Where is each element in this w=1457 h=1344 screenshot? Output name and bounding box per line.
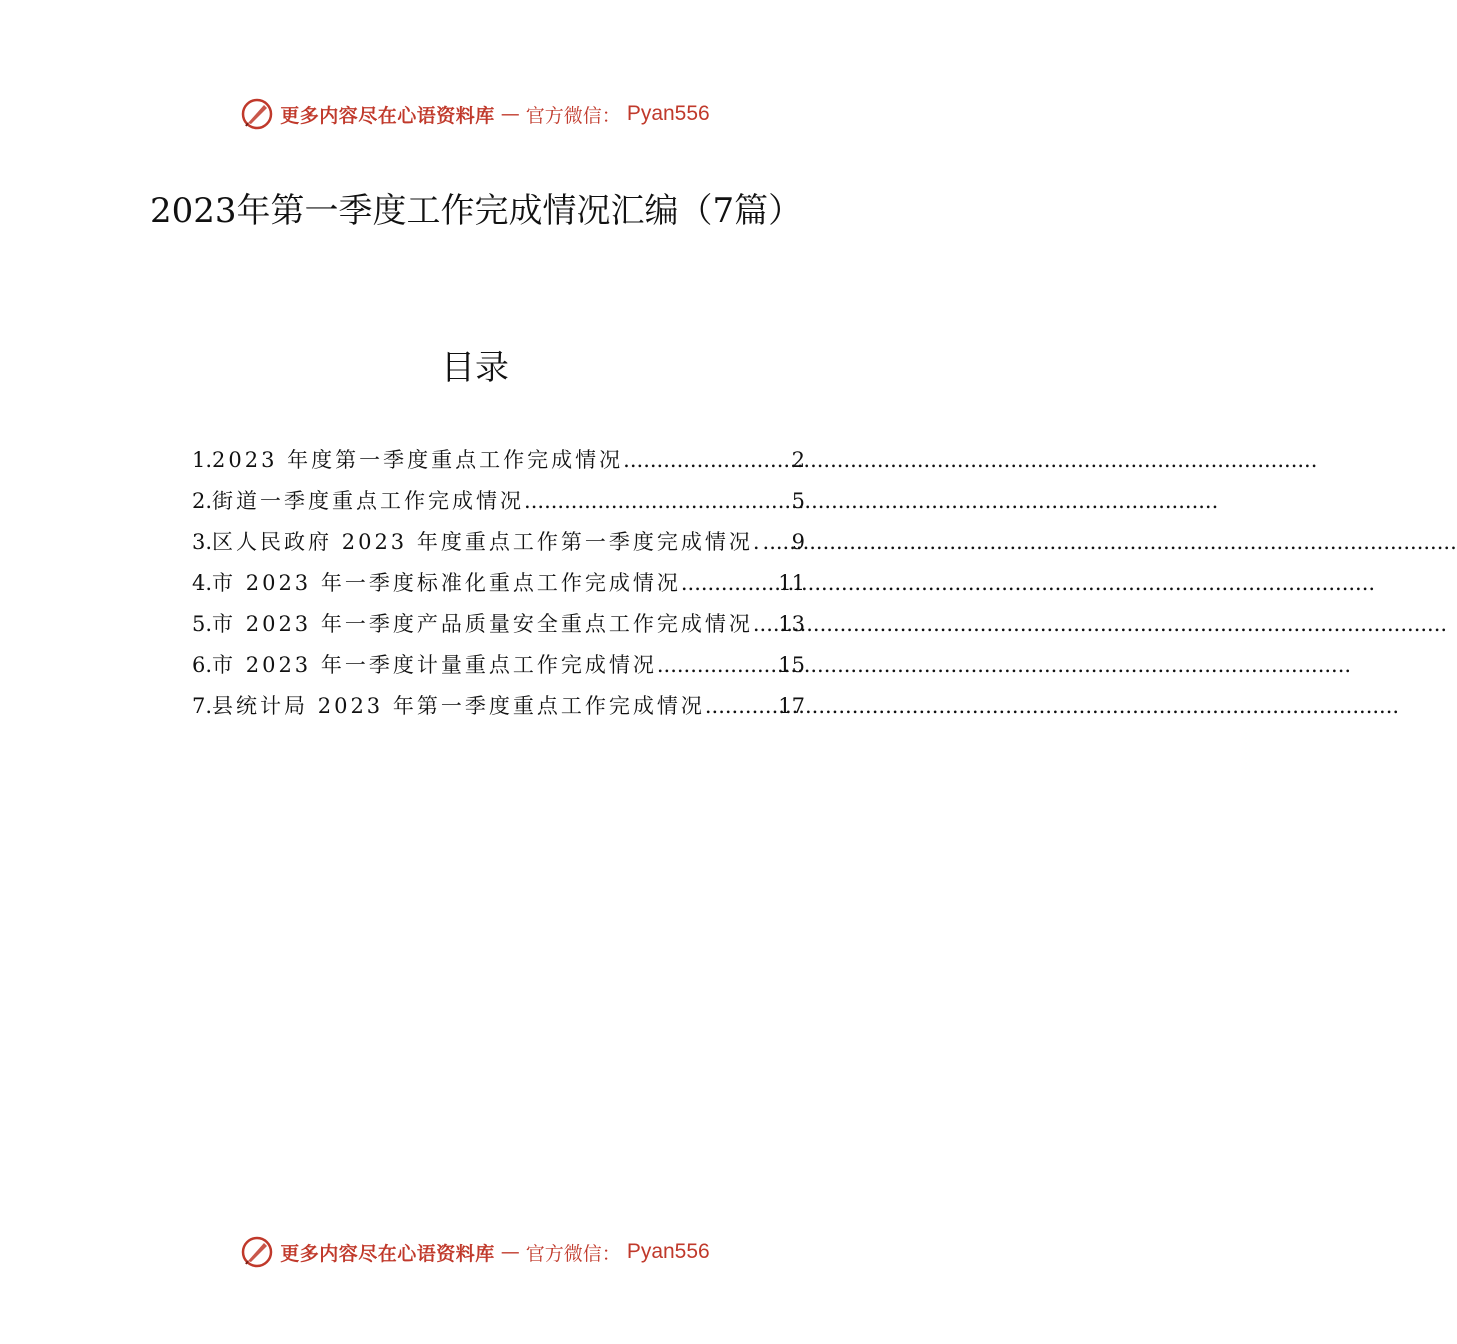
toc-entry[interactable] [192, 444, 805, 485]
toc-entry-number: 4. [192, 571, 213, 595]
toc-entry-number: 6. [192, 653, 213, 677]
banner-wechat-id: Pyan556 [626, 1240, 710, 1263]
toc-entry-number: 5. [192, 612, 213, 636]
quill-logo-icon [240, 1235, 274, 1269]
banner-dash: — [500, 1241, 520, 1263]
toc-entry[interactable] [192, 485, 805, 526]
toc-entry-title: 县统计局 2023 年第一季度重点工作完成情况 [212, 694, 705, 718]
header-banner [0, 94, 950, 134]
document-title: 2023年第一季度工作完成情况汇编（7篇） [150, 191, 803, 231]
toc-entry-page: 17 [778, 694, 805, 718]
toc-entry-page: 11 [778, 571, 805, 595]
toc-leader-dots [524, 489, 792, 513]
toc-entry[interactable] [192, 608, 805, 649]
banner-dash: — [500, 103, 520, 125]
toc-entry[interactable] [192, 526, 805, 567]
toc-entry-page: 2 [791, 448, 805, 472]
toc-entry-number: 1. [192, 448, 213, 472]
banner-brand: 更多内容尽在心语资料库 [280, 1242, 495, 1265]
banner-official-label: 官方微信： [525, 1242, 621, 1265]
toc-leader-dots [763, 530, 792, 554]
toc-heading: 目录 [441, 348, 509, 388]
footer-banner [0, 1232, 950, 1272]
toc-entry-number: 2. [192, 489, 213, 513]
toc-entry-number: 7. [192, 694, 213, 718]
toc-entry-title: 市 2023 年一季度计量重点工作完成情况 [212, 653, 657, 677]
toc-entry-page: 13 [778, 612, 805, 636]
toc-entry-title: 市 2023 年一季度产品质量安全重点工作完成情况 [212, 612, 753, 636]
banner-wechat-id: Pyan556 [626, 102, 710, 125]
toc-entry-number: 3. [192, 530, 213, 554]
table-of-contents [192, 444, 805, 731]
quill-logo-icon [240, 97, 274, 131]
toc-leader-dots [705, 694, 778, 718]
toc-entry-page: 15 [778, 653, 805, 677]
toc-leader-dots [753, 612, 778, 636]
toc-entry-title: 2023 年度第一季度重点工作完成情况 [212, 448, 624, 472]
toc-entry-title: 市 2023 年一季度标准化重点工作完成情况 [212, 571, 681, 595]
toc-entry[interactable] [192, 649, 805, 690]
toc-leader-dots [657, 653, 778, 677]
toc-leader-dots [623, 448, 791, 472]
toc-entry[interactable] [192, 567, 805, 608]
toc-entry[interactable] [192, 690, 805, 731]
toc-entry-title: 街道一季度重点工作完成情况 [212, 489, 525, 513]
toc-entry-page: 9 [791, 530, 805, 554]
banner-brand: 更多内容尽在心语资料库 [280, 104, 495, 127]
banner-official-label: 官方微信： [525, 104, 621, 127]
toc-entry-title: 区人民政府 2023 年度重点工作第一季度完成情况. [212, 530, 763, 554]
toc-leader-dots [681, 571, 778, 595]
toc-entry-page: 5 [791, 489, 805, 513]
